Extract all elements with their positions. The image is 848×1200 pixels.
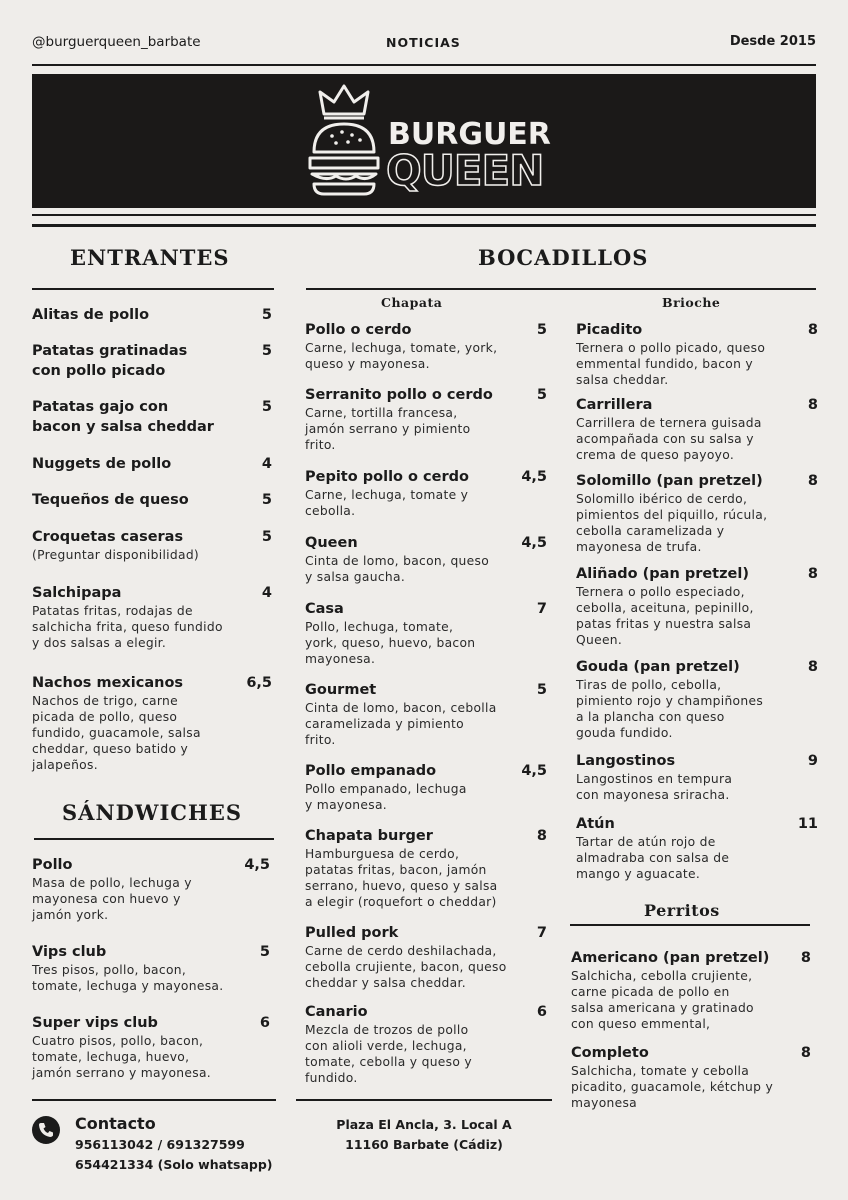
entrantes-divider: [32, 288, 274, 290]
menu-item-description: Patatas fritas, rodajas de salchicha frita, queso fundido y dos salsas a elegir.: [32, 604, 223, 650]
menu-item: [32, 490, 272, 510]
menu-item-description: Salchicha, tomate y cebolla picadito, guacamole, kétchup y mayonesa: [571, 1064, 774, 1110]
menu-item-description: Hamburguesa de cerdo, patatas fritas, bacon, jamón serrano, huevo, queso y salsa a elegir (roquefort o cheddar): [305, 847, 498, 909]
menu-item-price: 8: [807, 397, 818, 413]
menu-item: [305, 320, 547, 372]
menu-item-price: 8: [807, 473, 818, 489]
menu-item-name: Aliñado (pan pretzel): [576, 566, 749, 582]
menu-item-price: 5: [536, 682, 547, 698]
menu-item-price: 4,5: [521, 763, 547, 779]
menu-item-name: Completo: [571, 1045, 649, 1061]
logo-banner: [32, 74, 816, 208]
menu-item-name: Carrillera: [576, 397, 653, 413]
footer-divider-mid: [296, 1099, 552, 1101]
menu-item: [305, 1002, 547, 1086]
menu-item: [305, 923, 547, 991]
menu-item: [32, 673, 272, 773]
menu-item-price: 8: [807, 566, 818, 582]
sandwiches-title: SÁNDWICHES: [62, 800, 242, 825]
menu-item-description: Carrillera de ternera guisada acompañada con su salsa y crema de queso payoyo.: [576, 416, 762, 462]
contact-phones[interactable]: 956113042 / 691327599: [75, 1137, 245, 1152]
menu-item-description: Tres pisos, pollo, bacon, tomate, lechuga y mayonesa.: [32, 963, 224, 993]
logo-text-queen: QUEEN: [386, 146, 544, 195]
burger-crown-icon: [306, 80, 396, 198]
menu-item-description: Carne, tortilla francesa, jamón serrano y pimiento frito.: [305, 406, 471, 452]
menu-item-name: Nachos mexicanos: [32, 675, 184, 691]
menu-item-name: Pollo o cerdo: [305, 322, 412, 338]
menu-item-price: 5: [536, 322, 547, 338]
menu-item-description: Solomillo ibérico de cerdo, pimientos del piquillo, rúcula, cebolla caramelizada y mayonesa de trufa.: [576, 492, 768, 554]
menu-item-name: Queen: [305, 535, 358, 551]
menu-item-description: Carne, lechuga, tomate y cebolla.: [305, 488, 469, 518]
menu-item-name: Gourmet: [305, 682, 377, 698]
menu-item-name: Patatas gajo con bacon y salsa cheddar: [32, 399, 214, 435]
footer-divider-left: [32, 1099, 276, 1101]
instagram-handle[interactable]: @burguerqueen_barbate: [32, 34, 201, 50]
menu-item-price: 6: [536, 1004, 547, 1020]
perritos-divider: [570, 924, 810, 926]
menu-item-price: 8: [807, 322, 818, 338]
menu-item: [305, 826, 547, 910]
address-block: [296, 1115, 552, 1155]
menu-item-price: 5: [261, 307, 272, 323]
menu-item-name: Pepito pollo o cerdo: [305, 469, 469, 485]
banner-divider-2: [32, 224, 816, 227]
menu-item-description: Mezcla de trozos de pollo con alioli verde, lechuga, tomate, cebolla y queso y fundido.: [305, 1023, 472, 1085]
menu-item: [305, 761, 547, 813]
entrantes-title: ENTRANTES: [70, 245, 230, 270]
menu-item-name: Croquetas caseras: [32, 529, 184, 545]
menu-item-price: 8: [807, 659, 818, 675]
menu-item: [305, 680, 547, 748]
menu-item-description: Nachos de trigo, carne picada de pollo, queso fundido, guacamole, salsa cheddar, queso batido y jalapeños.: [32, 694, 201, 772]
menu-item-name: Super vips club: [32, 1015, 158, 1031]
address-line-2: 11160 Barbate (Cádiz): [345, 1137, 503, 1152]
banner-divider-1: [32, 214, 816, 216]
menu-item-description: (Preguntar disponibilidad): [32, 548, 200, 562]
menu-item-name: Patatas gratinadas con pollo picado: [32, 343, 188, 379]
menu-item-price: 5: [261, 529, 272, 545]
menu-item-description: Pollo, lechuga, tomate, york, queso, huevo, bacon mayonesa.: [305, 620, 476, 666]
menu-item-name: Salchipapa: [32, 585, 122, 601]
menu-item: [576, 814, 818, 882]
menu-item-name: Picadito: [576, 322, 643, 338]
menu-item-name: Chapata burger: [305, 828, 433, 844]
menu-item-price: 11: [797, 816, 818, 832]
menu-item: [32, 527, 272, 563]
menu-item-name: Langostinos: [576, 753, 676, 769]
sandwiches-divider: [34, 838, 274, 840]
menu-item-price: 6,5: [246, 675, 272, 691]
menu-item-price: 7: [536, 925, 547, 941]
menu-item-price: 9: [807, 753, 818, 769]
brioche-title: Brioche: [662, 295, 721, 310]
menu-item-price: 8: [800, 950, 811, 966]
menu-item-description: Salchicha, cebolla crujiente, carne picada de pollo en salsa americana y gratinado con queso emmental,: [571, 969, 754, 1031]
menu-item-description: Masa de pollo, lechuga y mayonesa con huevo y jamón york.: [32, 876, 192, 922]
menu-item-name: Atún: [576, 816, 615, 832]
menu-item-name: Pollo empanado: [305, 763, 437, 779]
menu-item-description: Pollo empanado, lechuga y mayonesa.: [305, 782, 467, 812]
menu-item: [576, 657, 818, 741]
menu-item-name: Nuggets de pollo: [32, 456, 172, 472]
menu-item: [576, 320, 818, 388]
menu-item-description: Cinta de lomo, bacon, queso y salsa gaucha.: [305, 554, 490, 584]
menu-item: [305, 467, 547, 519]
logo-text-burguer: BURGUER: [388, 117, 551, 152]
contact-title: Contacto: [75, 1114, 156, 1133]
menu-item: [32, 855, 270, 923]
menu-item-name: Vips club: [32, 944, 107, 960]
perritos-title: Perritos: [644, 901, 720, 920]
menu-item-price: 6: [259, 1015, 270, 1031]
menu-item: [32, 1013, 270, 1081]
menu-item-description: Tiras de pollo, cebolla, pimiento rojo y champiñones a la plancha con queso gouda fundido.: [576, 678, 764, 740]
menu-item-price: 4,5: [521, 469, 547, 485]
menu-item-price: 4: [261, 456, 272, 472]
news-link[interactable]: NOTICIAS: [386, 35, 461, 50]
menu-item: [571, 948, 811, 1032]
menu-item-price: 7: [536, 601, 547, 617]
menu-item: [576, 471, 818, 555]
menu-item-description: Tartar de atún rojo de almadraba con salsa de mango y aguacate.: [576, 835, 730, 881]
menu-item-description: Ternera o pollo especiado, cebolla, aceituna, pepinillo, patas fritas y nuestra salsa Queen.: [576, 585, 754, 647]
menu-item-name: Canario: [305, 1004, 368, 1020]
contact-block: [75, 1113, 273, 1175]
menu-item-description: Cuatro pisos, pollo, bacon, tomate, lechuga, huevo, jamón serrano y mayonesa.: [32, 1034, 211, 1080]
menu-item: [32, 454, 272, 474]
menu-item-price: 5: [536, 387, 547, 403]
menu-item-name: Americano (pan pretzel): [571, 950, 770, 966]
menu-item-name: Casa: [305, 601, 344, 617]
menu-item-description: Carne de cerdo deshilachada, cebolla crujiente, bacon, queso cheddar y salsa cheddar.: [305, 944, 507, 990]
menu-item-name: Pollo: [32, 857, 73, 873]
bocadillos-divider: [306, 288, 816, 290]
menu-item: [576, 395, 818, 463]
chapata-title: Chapata: [381, 295, 443, 310]
bocadillos-title: BOCADILLOS: [478, 245, 649, 270]
menu-item-price: 8: [800, 1045, 811, 1061]
menu-item: [32, 305, 272, 325]
menu-item-price: 4,5: [244, 857, 270, 873]
menu-item-description: Carne, lechuga, tomate, york, queso y mayonesa.: [305, 341, 498, 371]
menu-item-name: Alitas de pollo: [32, 307, 150, 323]
menu-item: [305, 533, 547, 585]
menu-item: [305, 599, 547, 667]
since-label: Desde 2015: [729, 34, 816, 49]
menu-item: [32, 397, 272, 437]
top-divider: [32, 64, 816, 66]
address-line-1: Plaza El Ancla, 3. Local A: [336, 1117, 512, 1132]
menu-item: [32, 341, 272, 381]
menu-item-name: Solomillo (pan pretzel): [576, 473, 763, 489]
menu-item-price: 5: [261, 492, 272, 508]
menu-item: [305, 385, 547, 453]
menu-item: [32, 942, 270, 994]
menu-item-price: 5: [261, 399, 272, 415]
contact-whatsapp[interactable]: 654421334 (Solo whatsapp): [75, 1157, 273, 1172]
phone-icon: [32, 1116, 60, 1144]
menu-item-price: 5: [259, 944, 270, 960]
menu-item-name: Serranito pollo o cerdo: [305, 387, 493, 403]
menu-item-name: Gouda (pan pretzel): [576, 659, 740, 675]
menu-item-price: 8: [536, 828, 547, 844]
menu-item-name: Pulled pork: [305, 925, 399, 941]
menu-item: [576, 751, 818, 803]
menu-item-description: Cinta de lomo, bacon, cebolla caramelizada y pimiento frito.: [305, 701, 497, 747]
menu-item: [32, 583, 272, 651]
menu-item: [571, 1043, 811, 1111]
menu-item-name: Tequeños de queso: [32, 492, 189, 508]
menu-item-price: 4,5: [521, 535, 547, 551]
menu-item: [576, 564, 818, 648]
top-bar: [32, 34, 816, 54]
menu-item-price: 5: [261, 343, 272, 359]
menu-item-description: Langostinos en tempura con mayonesa sriracha.: [576, 772, 733, 802]
menu-item-price: 4: [261, 585, 272, 601]
menu-item-description: Ternera o pollo picado, queso emmental fundido, bacon y salsa cheddar.: [576, 341, 766, 387]
